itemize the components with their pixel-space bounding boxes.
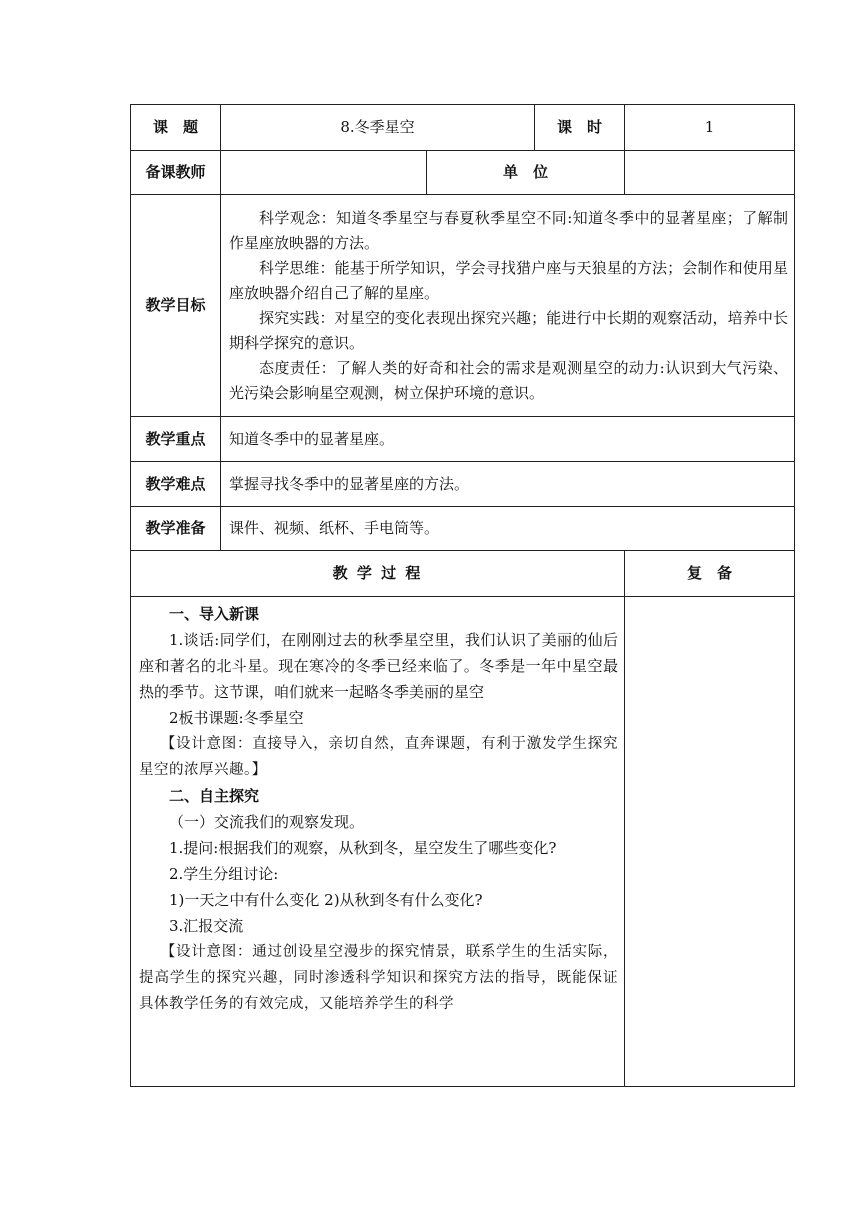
- objective-item: 科学观念：知道冬季星空与春夏秋季星空不同:知道冬季中的显著星座；了解制作星座放映器的方法。: [229, 209, 789, 252]
- topic-label: 课 题: [131, 105, 221, 151]
- process-paragraph: 1.谈话:同学们，在刚刚过去的秋季星空里，我们认识了美丽的仙后座和著名的北斗星。现在寒冷的冬季已经来临了。冬季是一年中星空最热的季节。这节课，咱们就来一起略冬季美丽的星空: [139, 631, 618, 701]
- key-point-value: 知道冬季中的显著星座。: [221, 417, 795, 462]
- lesson-plan-table: [130, 104, 795, 1087]
- preparation-label: 教学准备: [131, 507, 221, 551]
- process-paragraph: 2.学生分组讨论:: [169, 865, 279, 883]
- process-paragraph: 3.汇报交流: [169, 917, 244, 935]
- process-paragraph: 1)一天之中有什么变化 2)从秋到冬有什么变化?: [169, 891, 483, 909]
- process-content: [131, 597, 625, 1087]
- hours-label: 课 时: [535, 105, 625, 151]
- topic-value: 8.冬季星空: [221, 105, 535, 151]
- process-content-row: [131, 597, 795, 1087]
- design-intent-note: 【设计意图：直接导入，亲切自然，直奔课题，有利于激发学生探究星空的浓厚兴趣。】: [139, 736, 618, 778]
- hours-value: 1: [625, 105, 795, 151]
- preparation-row: [131, 507, 795, 551]
- teacher-value: [221, 151, 427, 195]
- section-heading: 一、导入新课: [169, 605, 260, 623]
- difficulty-label: 教学难点: [131, 462, 221, 507]
- difficulty-value: 掌握寻找冬季中的显著星座的方法。: [221, 462, 795, 507]
- process-paragraph: 1.提问:根据我们的观察，从秋到冬，星空发生了哪些变化?: [169, 839, 557, 857]
- notes-content: [625, 597, 795, 1087]
- header-row-topic: [131, 105, 795, 151]
- key-point-label: 教学重点: [131, 417, 221, 462]
- process-header-row: [131, 551, 795, 597]
- objectives-label: 教学目标: [131, 195, 221, 417]
- unit-label: 单 位: [427, 151, 625, 195]
- process-paragraph: （一）交流我们的观察发现。: [169, 813, 365, 831]
- objective-item: 态度责任：了解人类的好奇和社会的需求是观测星空的动力:认识到大气污染、光污染会影响星空观测，树立保护环境的意识。: [229, 359, 789, 402]
- process-label: 教 学 过 程: [131, 551, 625, 597]
- objectives-row: [131, 195, 795, 417]
- objective-item: 科学思维：能基于所学知识，学会寻找猎户座与天狼星的方法；会制作和使用星座放映器介绍自己了解的星座。: [229, 259, 789, 302]
- preparation-value: 课件、视频、纸杯、手电筒等。: [221, 507, 795, 551]
- notes-label: 复 备: [625, 551, 795, 597]
- difficulty-row: [131, 462, 795, 507]
- key-point-row: [131, 417, 795, 462]
- unit-value: [625, 151, 795, 195]
- process-paragraph: 2板书课题:冬季星空: [169, 709, 304, 727]
- teacher-label: 备课教师: [131, 151, 221, 195]
- objective-item: 探究实践：对星空的变化表现出探究兴趣；能进行中长期的观察活动，培养中长期科学探究的意识。: [229, 309, 789, 352]
- objectives-content: [221, 195, 795, 417]
- header-row-teacher: [131, 151, 795, 195]
- section-heading: 二、自主探究: [169, 787, 260, 805]
- design-intent-note: 【设计意图：通过创设星空漫步的探究情景，联系学生的生活实际，提高学生的探究兴趣，同时渗透科学知识和探究方法的指导，既能保证具体教学任务的有效完成，又能培养学生的科学: [139, 944, 618, 1012]
